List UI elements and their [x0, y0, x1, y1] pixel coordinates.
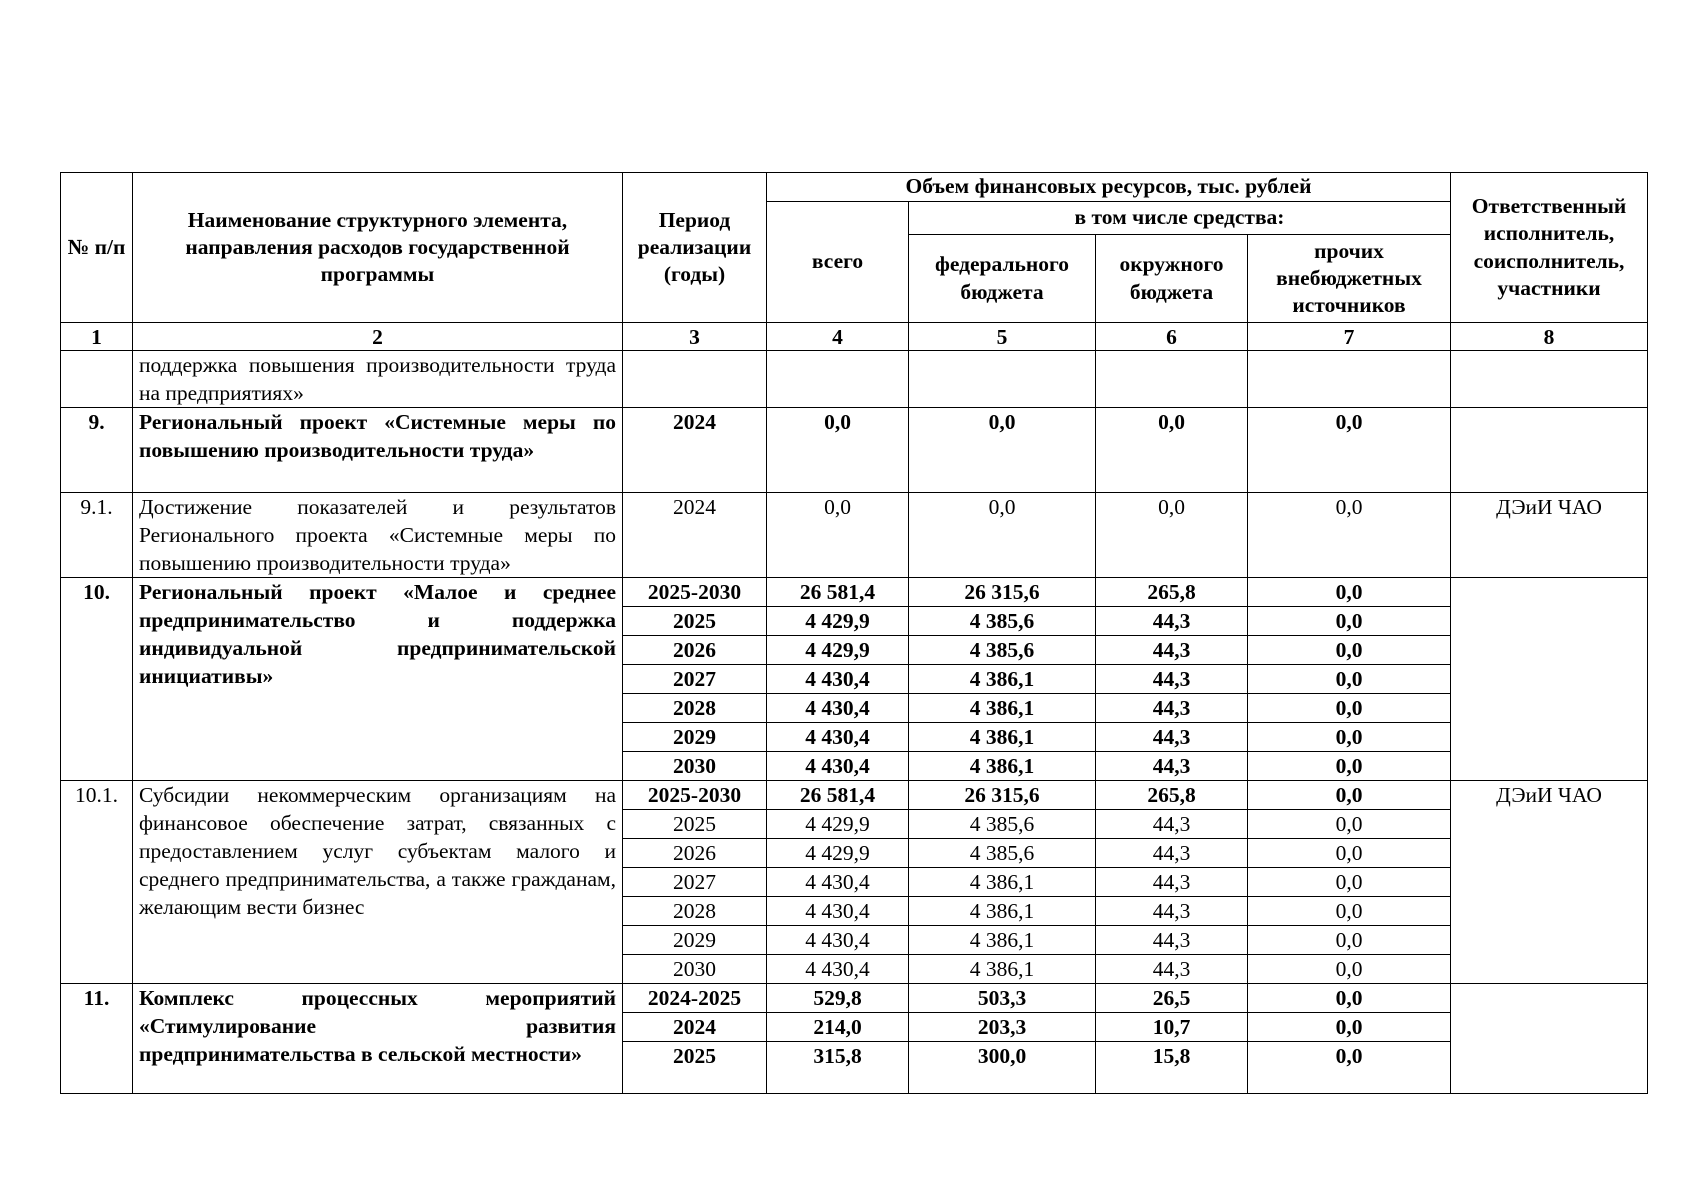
federal-cell: 4 385,6: [909, 839, 1096, 868]
financing-table: [60, 172, 1648, 1094]
total-cell: 26 581,4: [767, 781, 909, 810]
district-cell: 44,3: [1096, 723, 1248, 752]
district-cell: 0,0: [1096, 408, 1248, 493]
district-cell: 44,3: [1096, 955, 1248, 984]
federal-cell: 4 386,1: [909, 897, 1096, 926]
column-number: 7: [1248, 323, 1451, 351]
district-cell: 10,7: [1096, 1013, 1248, 1042]
column-number: 3: [623, 323, 767, 351]
total-cell: 4 430,4: [767, 665, 909, 694]
item-name: Комплекс процессных мероприятий «Стимулирование развития предпринимательства в сельской местности»: [133, 984, 623, 1094]
item-name: Региональный проект «Малое и среднее предпринимательство и поддержка индивидуальной предпринимательской инициативы»: [133, 578, 623, 781]
period-cell: 2025-2030: [623, 578, 767, 607]
total-cell: 0,0: [767, 408, 909, 493]
item-number: 11.: [61, 984, 133, 1094]
total-cell: 0,0: [767, 493, 909, 578]
table-header: [61, 173, 1648, 351]
period-cell: 2024: [623, 1013, 767, 1042]
other-cell: 0,0: [1248, 839, 1451, 868]
district-cell: 0,0: [1096, 493, 1248, 578]
period-cell: 2025: [623, 810, 767, 839]
other-cell: 0,0: [1248, 665, 1451, 694]
item-name: Субсидии некоммерческим организациям на финансовое обеспечение затрат, связанных с предоставлением услуг субъектам малого и среднего предпринимательства, а также гражданам, желающим вести бизнес: [133, 781, 623, 984]
period-cell: 2025: [623, 607, 767, 636]
federal-cell: 0,0: [909, 493, 1096, 578]
responsible-cell: [1451, 578, 1648, 781]
other-cell: 0,0: [1248, 493, 1451, 578]
total-cell: 315,8: [767, 1042, 909, 1094]
other-cell: 0,0: [1248, 636, 1451, 665]
other-cell: 0,0: [1248, 984, 1451, 1013]
federal-cell: 300,0: [909, 1042, 1096, 1094]
column-number: 1: [61, 323, 133, 351]
column-number: 2: [133, 323, 623, 351]
federal-cell: 4 386,1: [909, 868, 1096, 897]
table-row: [61, 493, 1648, 578]
district-cell: 44,3: [1096, 694, 1248, 723]
period-cell: 2030: [623, 955, 767, 984]
district-cell: 44,3: [1096, 636, 1248, 665]
item-name: Достижение показателей и результатов Регионального проекта «Системные меры по повышению производительности труда»: [133, 493, 623, 578]
district-cell: 265,8: [1096, 781, 1248, 810]
other-cell: 0,0: [1248, 578, 1451, 607]
header-num: № п/п: [61, 173, 133, 323]
period-cell: 2024: [623, 493, 767, 578]
other-cell: 0,0: [1248, 926, 1451, 955]
district-cell: 44,3: [1096, 897, 1248, 926]
total-cell: 4 429,9: [767, 839, 909, 868]
period-cell: 2027: [623, 868, 767, 897]
column-number: 5: [909, 323, 1096, 351]
other-cell: 0,0: [1248, 752, 1451, 781]
federal-cell: 26 315,6: [909, 781, 1096, 810]
period-cell: 2029: [623, 723, 767, 752]
column-number: 8: [1451, 323, 1648, 351]
header-district: окружного бюджета: [1096, 235, 1248, 323]
period-cell: 2027: [623, 665, 767, 694]
federal-cell: 503,3: [909, 984, 1096, 1013]
header-other: прочих внебюджетных источников: [1248, 235, 1451, 323]
total-cell: 4 430,4: [767, 926, 909, 955]
total-cell: 4 429,9: [767, 810, 909, 839]
period-cell: 2026: [623, 636, 767, 665]
item-name: Региональный проект «Системные меры по повышению производительности труда»: [133, 408, 623, 493]
item-number: 9.1.: [61, 493, 133, 578]
period-cell: 2026: [623, 839, 767, 868]
table-row: [61, 781, 1648, 810]
district-cell: 26,5: [1096, 984, 1248, 1013]
header-total: всего: [767, 202, 909, 323]
other-cell: 0,0: [1248, 897, 1451, 926]
federal-cell: 26 315,6: [909, 578, 1096, 607]
federal-cell: 4 386,1: [909, 694, 1096, 723]
other-cell: 0,0: [1248, 781, 1451, 810]
period-cell: 2028: [623, 694, 767, 723]
header-responsible: Ответственный исполнитель, соисполнитель, участники: [1451, 173, 1648, 323]
item-number: 9.: [61, 408, 133, 493]
district-cell: 44,3: [1096, 810, 1248, 839]
total-cell: 4 430,4: [767, 868, 909, 897]
header-volume: Объем финансовых ресурсов, тыс. рублей: [767, 173, 1451, 202]
table-row: [61, 578, 1648, 607]
district-cell: 44,3: [1096, 839, 1248, 868]
other-cell: 0,0: [1248, 694, 1451, 723]
period-cell: 2025: [623, 1042, 767, 1094]
responsible-cell: ДЭиИ ЧАО: [1451, 493, 1648, 578]
federal-cell: 203,3: [909, 1013, 1096, 1042]
header-period: Период реализации (годы): [623, 173, 767, 323]
district-cell: 44,3: [1096, 607, 1248, 636]
other-cell: 0,0: [1248, 607, 1451, 636]
period-cell: 2029: [623, 926, 767, 955]
federal-cell: 4 386,1: [909, 752, 1096, 781]
table-row: [61, 408, 1648, 493]
district-cell: 44,3: [1096, 926, 1248, 955]
total-cell: 4 430,4: [767, 955, 909, 984]
responsible-cell: ДЭиИ ЧАО: [1451, 781, 1648, 984]
district-cell: 44,3: [1096, 868, 1248, 897]
total-cell: 214,0: [767, 1013, 909, 1042]
responsible-cell: [1451, 408, 1648, 493]
header-name: Наименование структурного элемента, направления расходов государственной программы: [133, 173, 623, 323]
federal-cell: 4 386,1: [909, 665, 1096, 694]
district-cell: 265,8: [1096, 578, 1248, 607]
total-cell: 4 430,4: [767, 694, 909, 723]
federal-cell: 4 386,1: [909, 926, 1096, 955]
total-cell: 4 430,4: [767, 752, 909, 781]
period-cell: 2025-2030: [623, 781, 767, 810]
column-number: 4: [767, 323, 909, 351]
total-cell: 26 581,4: [767, 578, 909, 607]
responsible-cell: [1451, 984, 1648, 1094]
other-cell: 0,0: [1248, 408, 1451, 493]
period-cell: 2030: [623, 752, 767, 781]
total-cell: 4 429,9: [767, 607, 909, 636]
other-cell: 0,0: [1248, 1013, 1451, 1042]
other-cell: 0,0: [1248, 723, 1451, 752]
other-cell: 0,0: [1248, 810, 1451, 839]
header-federal: федерального бюджета: [909, 235, 1096, 323]
column-number-row: [61, 323, 1648, 351]
item-number: 10.1.: [61, 781, 133, 984]
district-cell: 44,3: [1096, 752, 1248, 781]
federal-cell: 4 385,6: [909, 607, 1096, 636]
header-including: в том числе средства:: [909, 202, 1451, 235]
federal-cell: 4 385,6: [909, 636, 1096, 665]
period-cell: 2024: [623, 408, 767, 493]
other-cell: 0,0: [1248, 868, 1451, 897]
table-row: [61, 351, 1648, 408]
total-cell: 4 429,9: [767, 636, 909, 665]
total-cell: 4 430,4: [767, 897, 909, 926]
district-cell: 15,8: [1096, 1042, 1248, 1094]
period-cell: 2024-2025: [623, 984, 767, 1013]
table-row: [61, 984, 1648, 1013]
federal-cell: 0,0: [909, 408, 1096, 493]
item-name: поддержка повышения производительности труда на предприятиях»: [133, 351, 623, 408]
federal-cell: 4 386,1: [909, 955, 1096, 984]
federal-cell: 4 385,6: [909, 810, 1096, 839]
total-cell: 529,8: [767, 984, 909, 1013]
item-number: 10.: [61, 578, 133, 781]
district-cell: 44,3: [1096, 665, 1248, 694]
period-cell: 2028: [623, 897, 767, 926]
other-cell: 0,0: [1248, 1042, 1451, 1094]
total-cell: 4 430,4: [767, 723, 909, 752]
federal-cell: 4 386,1: [909, 723, 1096, 752]
other-cell: 0,0: [1248, 955, 1451, 984]
column-number: 6: [1096, 323, 1248, 351]
